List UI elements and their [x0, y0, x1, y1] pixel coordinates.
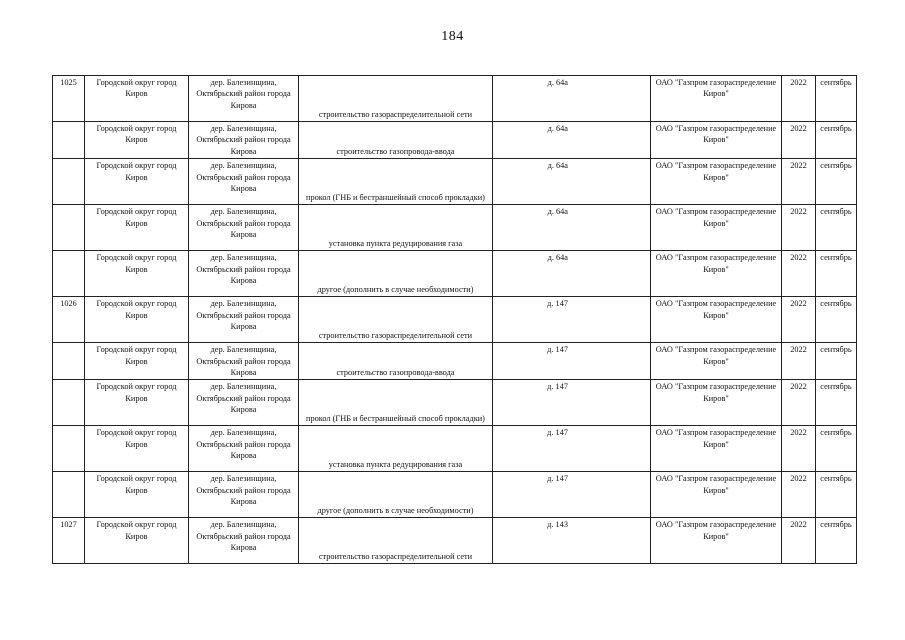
year-cell: 2022 [782, 426, 816, 472]
year-cell: 2022 [782, 518, 816, 564]
month-cell: сентябрь [816, 426, 857, 472]
work-type-cell: строительство газопровода-ввода [299, 122, 493, 159]
year-cell: 2022 [782, 472, 816, 518]
year-cell: 2022 [782, 122, 816, 159]
row-number [53, 343, 85, 380]
house-number-cell: д. 64а [493, 251, 651, 297]
work-type-cell: установка пункта редуцирования газа [299, 205, 493, 251]
month-cell: сентябрь [816, 76, 857, 122]
row-number [53, 122, 85, 159]
year-cell: 2022 [782, 159, 816, 205]
row-number: 1027 [53, 518, 85, 564]
registry-table [52, 75, 857, 564]
row-number [53, 159, 85, 205]
location-cell: дер. Балезинщина, Октябрьский район города Кирова [189, 76, 299, 122]
municipality-cell: Городской округ город Киров [85, 76, 189, 122]
work-type-cell: строительство газораспределительной сети [299, 76, 493, 122]
row-number [53, 426, 85, 472]
organization-cell: ОАО "Газпром газораспределение Киров" [651, 343, 782, 380]
month-cell: сентябрь [816, 122, 857, 159]
work-type-cell: строительство газораспределительной сети [299, 297, 493, 343]
location-cell: дер. Балезинщина, Октябрьский район города Кирова [189, 205, 299, 251]
house-number-cell: д. 147 [493, 426, 651, 472]
house-number-cell: д. 143 [493, 518, 651, 564]
organization-cell: ОАО "Газпром газораспределение Киров" [651, 122, 782, 159]
municipality-cell: Городской округ город Киров [85, 205, 189, 251]
table-row [53, 426, 857, 472]
location-cell: дер. Балезинщина, Октябрьский район города Кирова [189, 343, 299, 380]
location-cell: дер. Балезинщина, Октябрьский район города Кирова [189, 159, 299, 205]
municipality-cell: Городской округ город Киров [85, 518, 189, 564]
year-cell: 2022 [782, 251, 816, 297]
table-row [53, 122, 857, 159]
month-cell: сентябрь [816, 343, 857, 380]
work-type-cell: другое (дополнить в случае необходимости) [299, 472, 493, 518]
month-cell: сентябрь [816, 380, 857, 426]
month-cell: сентябрь [816, 251, 857, 297]
year-cell: 2022 [782, 76, 816, 122]
house-number-cell: д. 147 [493, 472, 651, 518]
year-cell: 2022 [782, 297, 816, 343]
municipality-cell: Городской округ город Киров [85, 122, 189, 159]
work-type-cell: установка пункта редуцирования газа [299, 426, 493, 472]
house-number-cell: д. 64а [493, 122, 651, 159]
organization-cell: ОАО "Газпром газораспределение Киров" [651, 251, 782, 297]
table-row [53, 380, 857, 426]
table-row [53, 518, 857, 564]
table-row [53, 251, 857, 297]
house-number-cell: д. 147 [493, 343, 651, 380]
month-cell: сентябрь [816, 205, 857, 251]
house-number-cell: д. 64а [493, 205, 651, 251]
organization-cell: ОАО "Газпром газораспределение Киров" [651, 472, 782, 518]
month-cell: сентябрь [816, 518, 857, 564]
work-type-cell: строительство газораспределительной сети [299, 518, 493, 564]
house-number-cell: д. 147 [493, 297, 651, 343]
organization-cell: ОАО "Газпром газораспределение Киров" [651, 518, 782, 564]
work-type-cell: строительство газопровода-ввода [299, 343, 493, 380]
municipality-cell: Городской округ город Киров [85, 472, 189, 518]
table-row [53, 297, 857, 343]
municipality-cell: Городской округ город Киров [85, 343, 189, 380]
organization-cell: ОАО "Газпром газораспределение Киров" [651, 297, 782, 343]
row-number: 1026 [53, 297, 85, 343]
organization-cell: ОАО "Газпром газораспределение Киров" [651, 426, 782, 472]
location-cell: дер. Балезинщина, Октябрьский район города Кирова [189, 297, 299, 343]
work-type-cell: прокол (ГНБ и бестраншейный способ прокладки) [299, 159, 493, 205]
municipality-cell: Городской округ город Киров [85, 426, 189, 472]
year-cell: 2022 [782, 343, 816, 380]
row-number [53, 205, 85, 251]
municipality-cell: Городской округ город Киров [85, 159, 189, 205]
table-row [53, 205, 857, 251]
table-row [53, 76, 857, 122]
row-number [53, 251, 85, 297]
organization-cell: ОАО "Газпром газораспределение Киров" [651, 205, 782, 251]
row-number [53, 380, 85, 426]
house-number-cell: д. 64а [493, 76, 651, 122]
table-row [53, 472, 857, 518]
location-cell: дер. Балезинщина, Октябрьский район города Кирова [189, 380, 299, 426]
month-cell: сентябрь [816, 472, 857, 518]
house-number-cell: д. 64а [493, 159, 651, 205]
house-number-cell: д. 147 [493, 380, 651, 426]
location-cell: дер. Балезинщина, Октябрьский район города Кирова [189, 518, 299, 564]
location-cell: дер. Балезинщина, Октябрьский район города Кирова [189, 472, 299, 518]
location-cell: дер. Балезинщина, Октябрьский район города Кирова [189, 122, 299, 159]
month-cell: сентябрь [816, 297, 857, 343]
municipality-cell: Городской округ город Киров [85, 380, 189, 426]
page-number: 184 [441, 29, 464, 44]
year-cell: 2022 [782, 380, 816, 426]
work-type-cell: прокол (ГНБ и бестраншейный способ прокладки) [299, 380, 493, 426]
organization-cell: ОАО "Газпром газораспределение Киров" [651, 76, 782, 122]
month-cell: сентябрь [816, 159, 857, 205]
municipality-cell: Городской округ город Киров [85, 297, 189, 343]
location-cell: дер. Балезинщина, Октябрьский район города Кирова [189, 251, 299, 297]
row-number: 1025 [53, 76, 85, 122]
organization-cell: ОАО "Газпром газораспределение Киров" [651, 159, 782, 205]
year-cell: 2022 [782, 205, 816, 251]
organization-cell: ОАО "Газпром газораспределение Киров" [651, 380, 782, 426]
work-type-cell: другое (дополнить в случае необходимости) [299, 251, 493, 297]
location-cell: дер. Балезинщина, Октябрьский район города Кирова [189, 426, 299, 472]
municipality-cell: Городской округ город Киров [85, 251, 189, 297]
row-number [53, 472, 85, 518]
table-row [53, 159, 857, 205]
table-row [53, 343, 857, 380]
